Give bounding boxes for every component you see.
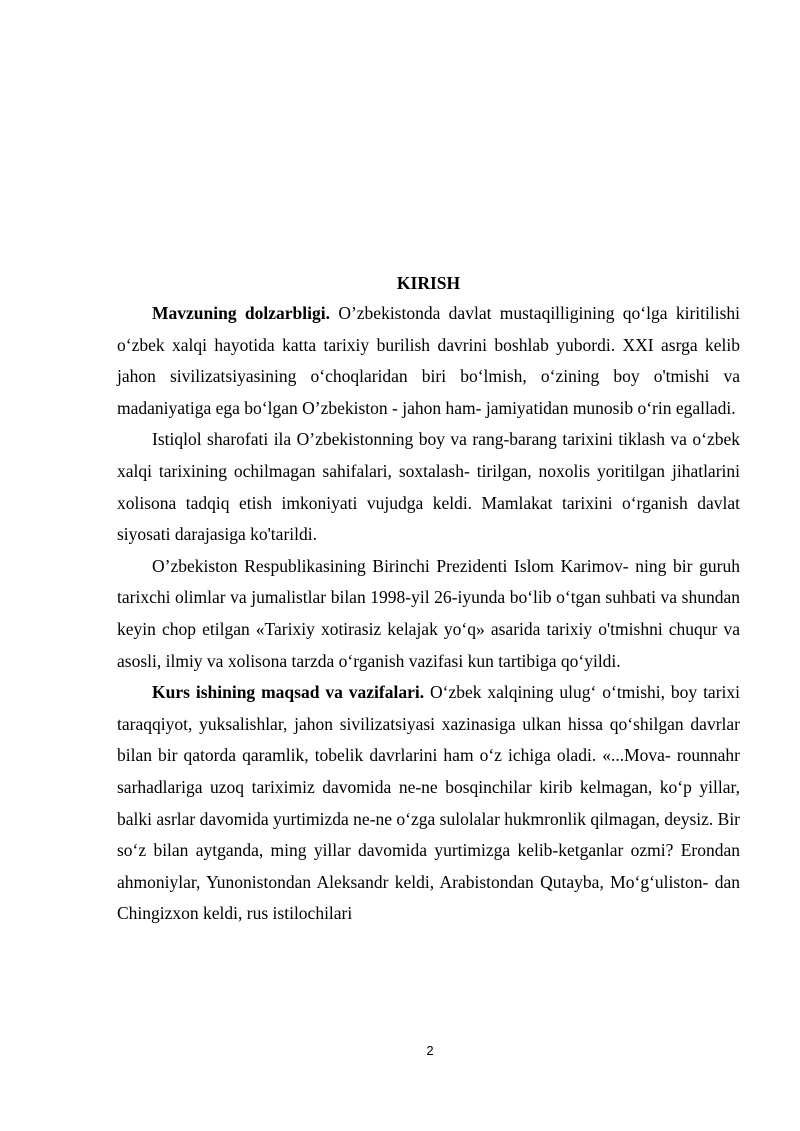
paragraph-independence [117,424,740,550]
document-body [117,268,740,930]
paragraph-karimov [117,551,740,677]
paragraph-lead: Mavzuning dolzarbligi. [152,303,330,323]
paragraph-text: O’zbekistonda davlat mustaqilligining qo‘lga kiritilishi o‘zbek xalqi hayotida katta tarixiy burilish davrini boshlab yubordi. XXI asrga kelib jahon sivilizatsiyasining o‘choqlaridan biri bo‘lmish, o‘zining boy o'tmishi va madaniyatiga ega bo‘lgan O’zbekiston - jahon ham- jamiyatidan munosib o‘rin egalladi. [117,303,741,418]
paragraph-text: O’zbekiston Respublikasining Birinchi Prezidenti Islom Karimov- ning bir guruh tarixchi olimlar va jumalistlar bilan 1998-yil 26-iyunda bo‘lib o‘tgan suhbati va shundan keyin chop etilgan «Tarixiy xotirasiz kelajak yo‘q» asarida tarixiy o'tmishni chuqur va asosli, ilmiy va xolisona tarzda o‘rganish vazifasi kun tartibiga qo‘yildi. [117,555,740,671]
paragraph-relevance [117,298,740,424]
paragraph-lead: Kurs ishining maqsad va vazifalari. [152,682,425,703]
section-title: KIRISH [396,273,461,293]
paragraph-goals [117,677,740,930]
page-number: 2 [426,1043,434,1058]
paragraph-text: Istiqlol sharofati ila O’zbekistonning boy va rang-barang tarixini tiklash va o‘zbek xalqi tarixining ochilmagan sahifalari, soxtalash- tirilgan, noxolis yoritilgan jihatlarini xolisona tadqiq etish imkoniyati vujudga keldi. Mamlakat tarixini o‘rganish davlat siyosati darajasiga ko'tarildi. [117,429,740,545]
paragraph-text: O‘zbek xalqining ulug‘ o‘tmishi, boy tarixi taraqqiyot, yuksalishlar, jahon sivilizatsiyasi xazinasiga ulkan hissa qo‘shilgan davrlar bilan bir qatorda qaramlik, tobelik davrlarini ham o‘z ichiga oladi. «...Mova- rounnahr sarhadlariga uzoq tariximiz davomida ne-ne bosqinchilar kirib kelmagan, ko‘p yillar, balki asrlar davomida yurtimizda ne-ne o‘zga sulolalar hukmronlik qilmagan, deysiz. Bir so‘z bilan aytganda, ming yillar davomida yurtimizga kelib-ketganlar ozmi? Erondan ahmoniylar, Yunonistondan Aleksandr keldi, Arabistondan Qutayba, Mo‘g‘uliston- dan Chingizxon keldi, rus istilochilari [117,682,741,924]
